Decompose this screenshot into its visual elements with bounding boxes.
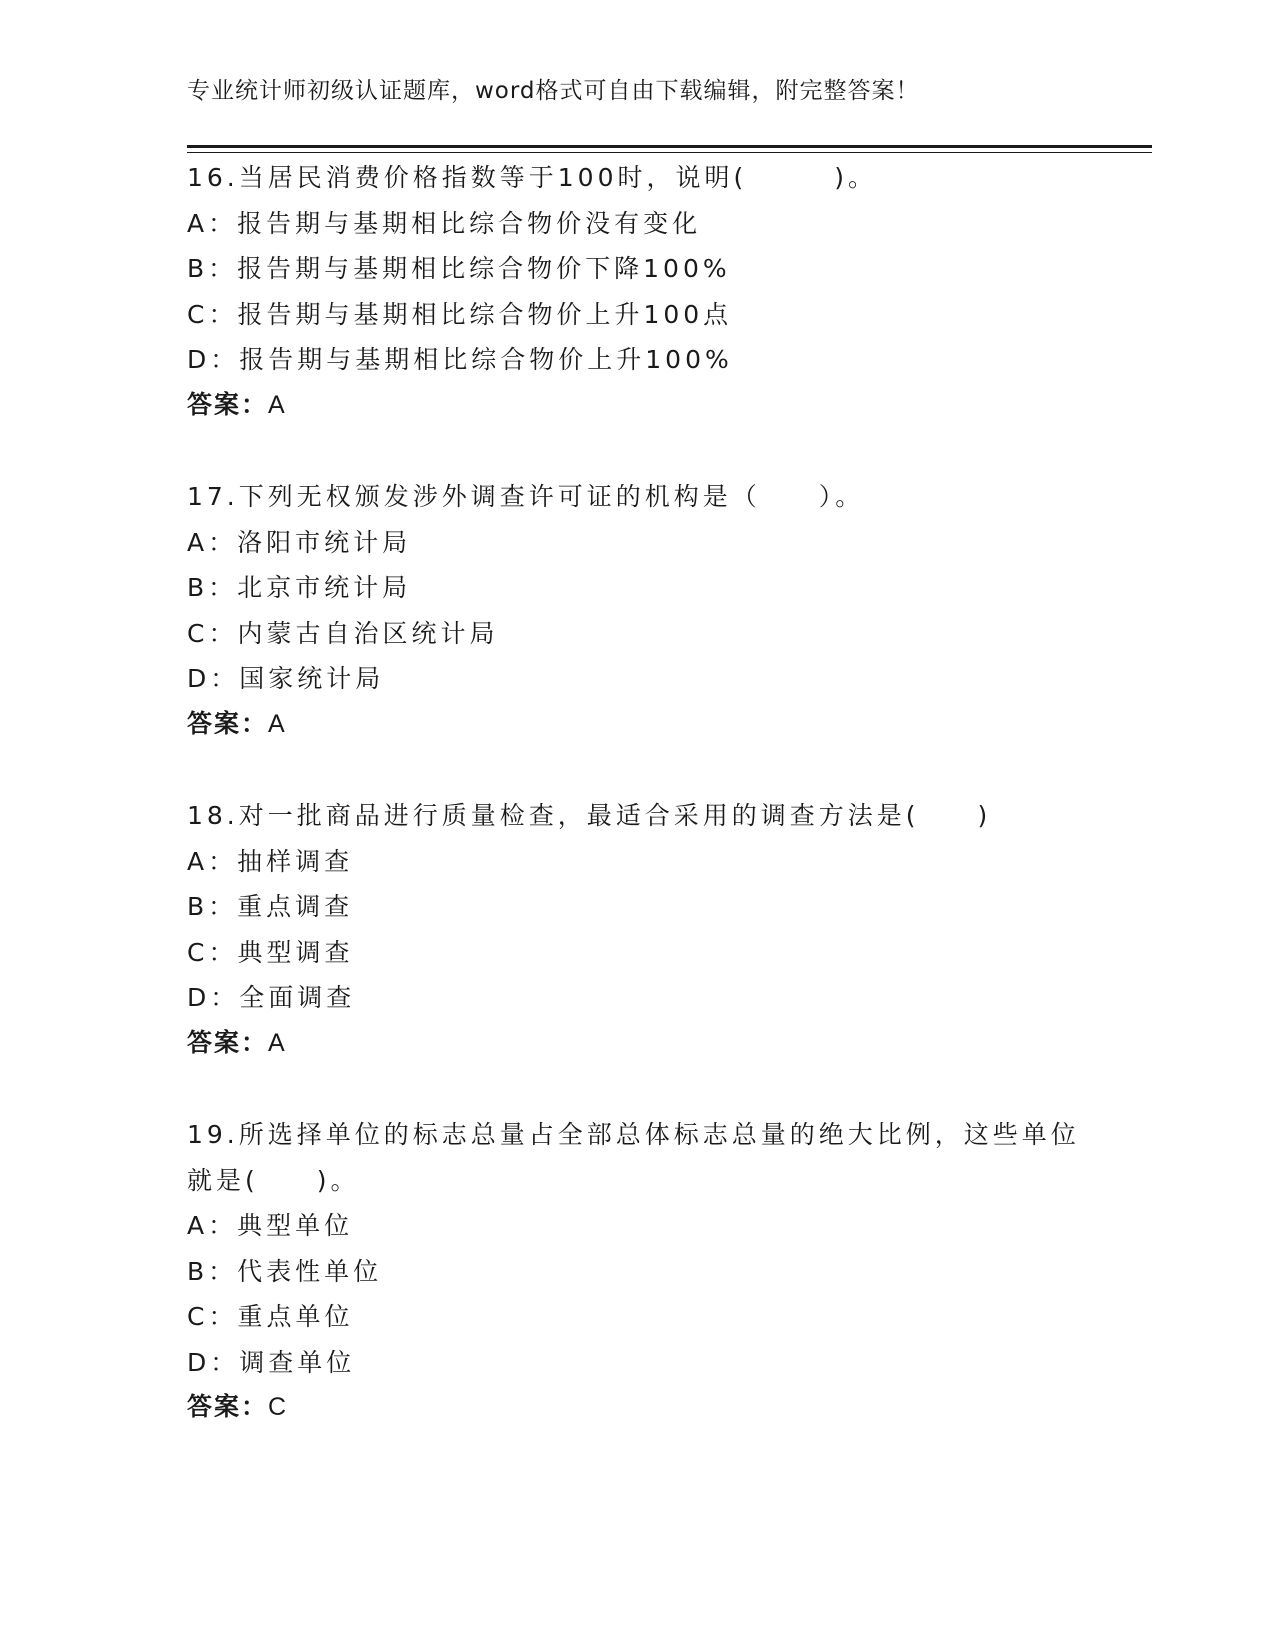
option-b: B：重点调查 [187,892,354,921]
answer-line [187,1385,1087,1431]
option-c: C：重点单位 [187,1302,354,1331]
answer-label: 答案： [187,709,269,738]
header-rule-thin [187,152,1152,153]
option-c: C：报告期与基期相比综合物价上升100点 [187,299,733,329]
option-d: D：报告期与基期相比综合物价上升100% [187,345,733,374]
option-a: A：报告期与基期相比综合物价没有变化 [187,208,702,238]
question-stem-continued: 就是( )。 [187,1165,360,1195]
question-stem: 17.下列无权颁发涉外调查许可证的机构是（ ）。 [187,482,865,511]
option-c: C：典型调查 [187,937,354,967]
answer-label: 答案： [187,1393,269,1421]
option-b: B：北京市统计局 [187,573,412,602]
question-stem: 16.当居民消费价格指数等于100时，说明( )。 [187,163,877,192]
option-d: D：全面调查 [187,983,356,1012]
answer-value: A [268,390,287,419]
option-d: D：国家统计局 [187,664,385,693]
question-17 [187,474,1087,747]
question-stem: 19.所选择单位的标志总量占全部总体标志总量的绝大比例，这些单位 [187,1120,1080,1149]
answer-value: A [268,709,287,738]
answer-label: 答案： [187,1028,269,1057]
answer-value: A [268,1028,287,1057]
answer-value: C [268,1393,289,1421]
document-header: 专业统计师初级认证题库，word格式可自由下载编辑，附完整答案！ [187,78,920,104]
question-19 [187,1112,1087,1431]
question-18 [187,793,1087,1066]
option-a: A：典型单位 [187,1211,354,1240]
question-16 [187,155,1087,428]
answer-line [187,383,1087,429]
answer-line [187,1021,1087,1067]
option-d: D：调查单位 [187,1347,356,1377]
option-a: A：洛阳市统计局 [187,527,412,557]
header-rule-thick [187,145,1152,148]
option-c: C：内蒙古自治区统计局 [187,618,499,648]
option-b: B：报告期与基期相比综合物价下降100% [187,254,731,283]
option-a: A：抽样调查 [187,846,354,876]
question-stem: 18.对一批商品进行质量检查，最适合采用的调查方法是( ) [187,801,992,830]
answer-line [187,702,1087,748]
option-b: B：代表性单位 [187,1256,383,1286]
answer-label: 答案： [187,390,269,419]
